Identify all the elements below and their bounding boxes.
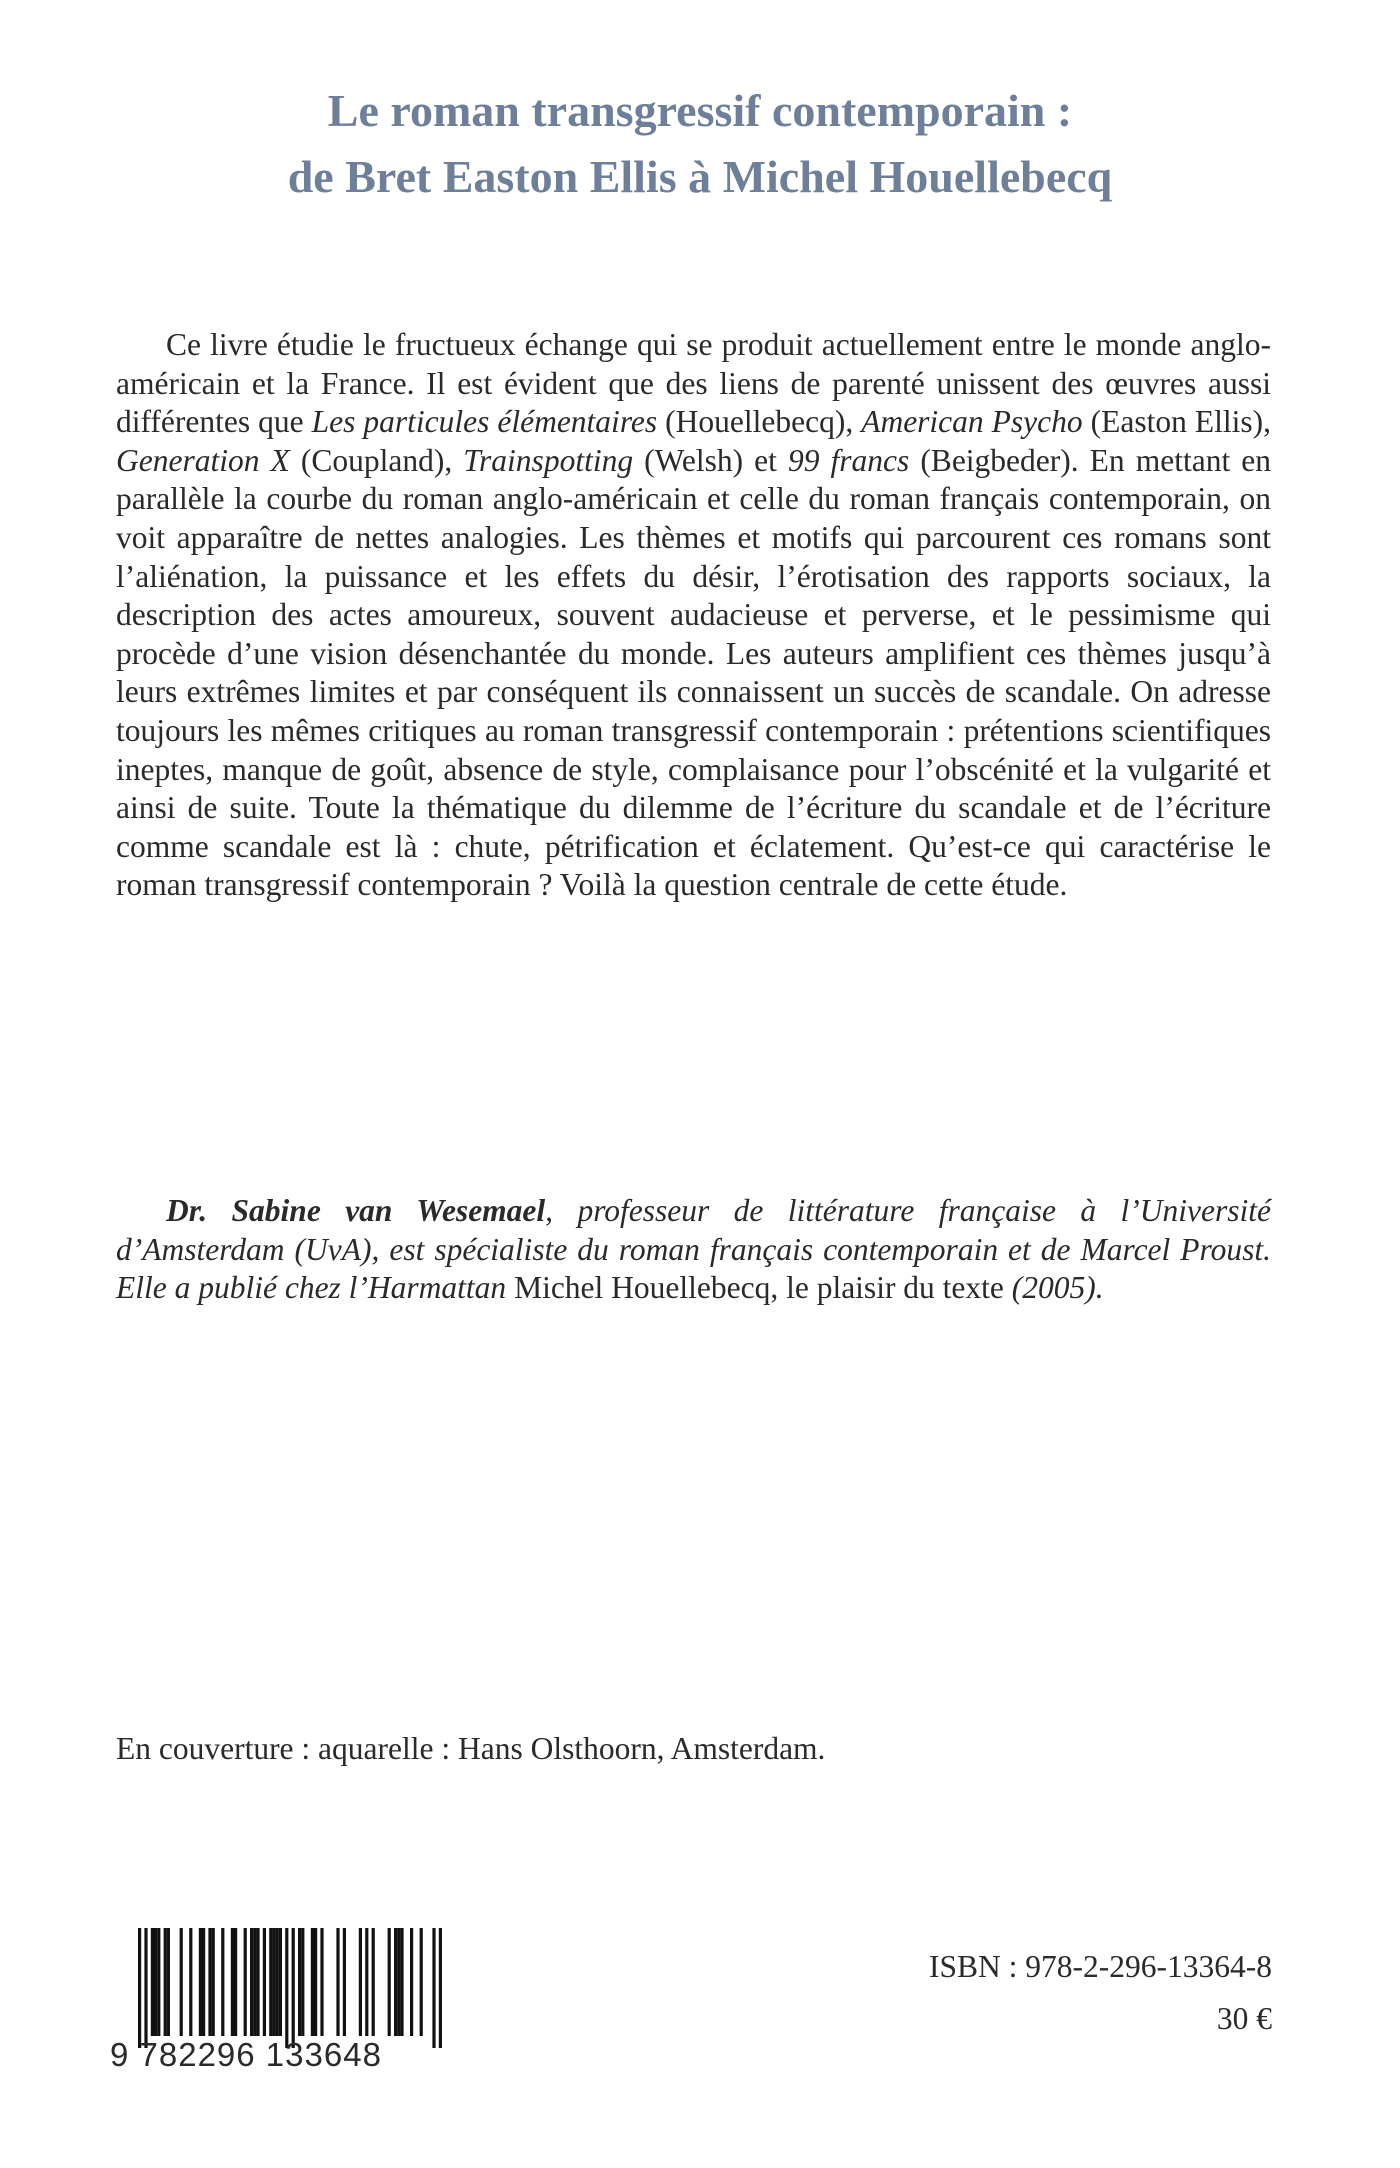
barcode-bar: [256, 1928, 259, 2036]
barcode-bars: [110, 1928, 466, 2048]
barcode-bar: [397, 1928, 400, 2036]
isbn: ISBN : 978-2-296-13364-8: [929, 1949, 1272, 1984]
barcode-bar: [343, 1928, 346, 2036]
barcode-bar: [164, 1928, 167, 2036]
barcode-bar: [311, 1928, 314, 2036]
work-title: Trainspotting: [463, 442, 634, 478]
barcode-bar: [394, 1928, 397, 2036]
work-title: American Psycho: [861, 404, 1083, 440]
barcode-bar: [336, 1928, 339, 2036]
barcode-bar: [292, 1928, 295, 2048]
barcode-bar: [439, 1928, 442, 2048]
work-title: 99 francs: [787, 442, 910, 478]
barcode-bar: [400, 1928, 403, 2036]
barcode: [110, 1928, 466, 2048]
barcode-bar: [208, 1928, 211, 2036]
barcode-bar: [269, 1928, 272, 2036]
barcode-bar: [180, 1928, 183, 2036]
barcode-bar: [301, 1928, 304, 2036]
barcode-bar: [432, 1928, 435, 2048]
barcode-number: 9 782296 133648: [110, 2036, 382, 2073]
barcode-bar: [154, 1928, 157, 2036]
cover-credit: En couverture : aquarelle : Hans Olsthoorn, Amsterdam.: [116, 1731, 826, 1766]
barcode-bar: [285, 1928, 288, 2048]
barcode-bar: [410, 1928, 413, 2036]
barcode-digits: [110, 2036, 466, 2076]
barcode-bar: [221, 1928, 224, 2036]
barcode-bar: [388, 1928, 391, 2036]
barcode-bar: [279, 1928, 282, 2036]
barcode-bar: [231, 1928, 234, 2036]
summary-text: (Beigbeder). En mettant en parallèle la courbe du roman anglo-américain et celle du roman français contemporain, on voit apparaître de nettes analogies. Les thèmes et motifs qui parcourent ces romans sont l’aliénation, la puissance et les effets du désir, l’érotisation des rapports sociaux, la description des actes amoureux, souvent audacieuse et perverse, et le pessimisme qui procède d’une vision désenchantée du monde. Les auteurs amplifient ces thèmes jusqu’à leurs extrêmes limites et par conséquent ils connaissent un succès de scandale. On adresse toujours les mêmes critiques au roman transgressif contemporain : prétentions scientifiques ineptes, manque de goût, absence de style, complaisance pour l’obscénité et la vulgarité et ainsi de suite. Toute la thématique du dilemme de l’écriture du scandale et de l’écriture comme scandale est là : chute, pétrification et éclatement. Qu’est-ce qui caractérise le roman transgressif contemporain ? Voilà la question centrale de cette étude.: [116, 442, 1271, 903]
barcode-bar: [272, 1928, 275, 2036]
barcode-bar: [359, 1928, 362, 2036]
barcode-bar: [189, 1928, 192, 2036]
barcode-bar: [199, 1928, 202, 2036]
barcode-bar: [420, 1928, 423, 2036]
barcode-bar: [167, 1928, 170, 2036]
summary-text: Ce livre étudie le fructueux échange qui se produit actuellement entre le monde anglo-américain et la France. Il est évident que des liens de parenté unissent des œuvres aussi différentes que: [116, 327, 1271, 440]
author-bio: [116, 1192, 1271, 1308]
bio-text: , professeur de littérature française à l’Université d’Amsterdam (UvA), est spécialiste du roman français contemporain et de Marcel Proust. Elle a publié chez l’Harmattan: [116, 1193, 1271, 1306]
barcode-bar: [314, 1928, 317, 2036]
title-line-2: de Bret Easton Ellis à Michel Houellebecq: [287, 151, 1113, 202]
barcode-bar: [276, 1928, 279, 2036]
barcode-bar: [157, 1928, 160, 2036]
barcode-bar: [138, 1928, 141, 2048]
barcode-bar: [202, 1928, 205, 2036]
barcode-bar: [253, 1928, 256, 2036]
work-title: Les particules élémentaires: [311, 404, 658, 440]
barcode-bar: [250, 1928, 253, 2036]
bio-book-title: Michel Houellebecq, le plaisir du texte: [514, 1270, 1004, 1306]
barcode-bar: [365, 1928, 368, 2036]
price: 30 €: [1216, 2001, 1272, 2036]
book-title: [0, 78, 1400, 210]
bio-text: (2005).: [1003, 1270, 1104, 1306]
barcode-bar: [263, 1928, 266, 2036]
work-title: Generation X: [116, 442, 290, 478]
barcode-bar: [234, 1928, 237, 2036]
barcode-bar: [372, 1928, 375, 2036]
barcode-bar: [212, 1928, 215, 2036]
summary-text: (Easton Ellis),: [1082, 404, 1271, 440]
summary-paragraph: [116, 326, 1271, 905]
barcode-bar: [320, 1928, 323, 2036]
summary-text: (Coupland),: [289, 442, 464, 478]
summary-text: (Welsh) et: [633, 442, 788, 478]
author-name: Dr. Sabine van Wesemael: [166, 1193, 546, 1228]
summary-text: (Houellebecq),: [657, 404, 862, 440]
title-line-1: Le roman transgressif contemporain :: [327, 85, 1073, 136]
barcode-bar: [298, 1928, 301, 2036]
barcode-bar: [151, 1928, 154, 2036]
barcode-bar: [244, 1928, 247, 2036]
barcode-bar: [144, 1928, 147, 2048]
